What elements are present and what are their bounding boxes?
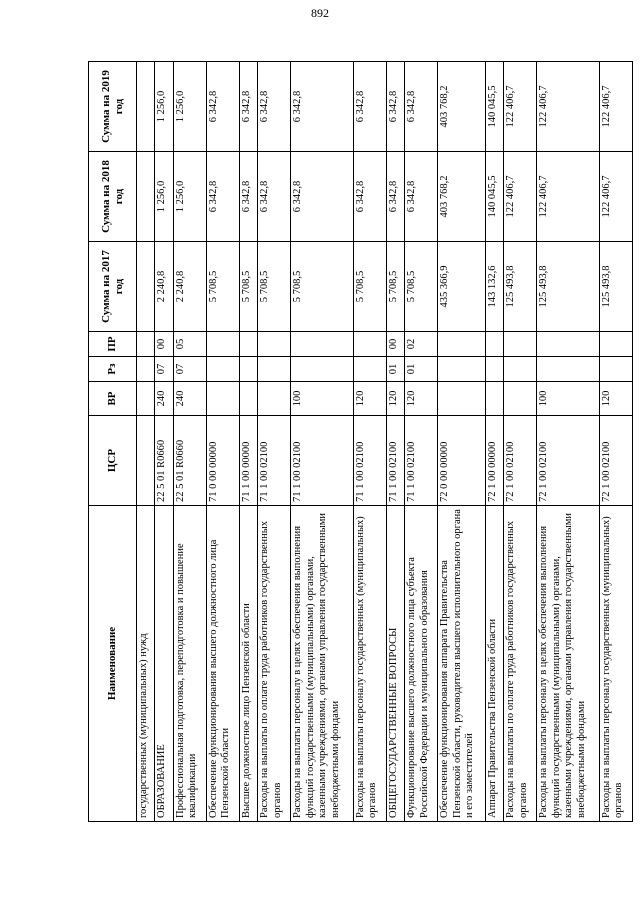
row-rz: 07	[155, 357, 173, 382]
row-vr: 100	[537, 382, 600, 416]
row-sum-2017: 125 493,8	[599, 242, 632, 332]
row-name: Аппарат Правительства Пензенской области	[485, 506, 503, 822]
row-sum-2018: 6 342,8	[258, 152, 291, 242]
row-vr: 240	[173, 382, 206, 416]
header-name: Наименование	[89, 506, 137, 822]
table-row	[599, 62, 632, 822]
row-sum-2018: 6 342,8	[206, 152, 239, 242]
row-pr: 05	[173, 332, 206, 357]
row-rz	[485, 357, 503, 382]
table-row	[206, 62, 239, 822]
row-sum-2018: 122 406,7	[504, 152, 537, 242]
table-body	[137, 62, 633, 822]
row-sum-2017: 5 708,5	[258, 242, 291, 332]
table-row	[353, 62, 386, 822]
row-sum-2019: 122 406,7	[537, 62, 600, 152]
row-csr: 22 5 01 R0660	[155, 416, 173, 506]
row-csr: 72 1 00 02100	[537, 416, 600, 506]
row-pr: 00	[386, 332, 404, 357]
row-sum-2017: 5 708,5	[405, 242, 438, 332]
row-sum-2018: 1 256,0	[155, 152, 173, 242]
row-vr	[485, 382, 503, 416]
row-name: ОБЩЕГОСУДАРСТВЕННЫЕ ВОПРОСЫ	[386, 506, 404, 822]
row-vr	[206, 382, 239, 416]
row-sum-2018	[137, 152, 155, 242]
table-row	[239, 62, 257, 822]
row-csr: 22 5 01 R0660	[173, 416, 206, 506]
row-sum-2017: 5 708,5	[206, 242, 239, 332]
header-pr: ПР	[89, 332, 137, 357]
row-name: Расходы на выплаты по оплате труда работников государственных органов	[504, 506, 537, 822]
table-row	[291, 62, 354, 822]
row-pr	[485, 332, 503, 357]
row-vr: 100	[291, 382, 354, 416]
row-sum-2019	[137, 62, 155, 152]
row-sum-2017: 125 493,8	[504, 242, 537, 332]
row-name: Обеспечение функционирования высшего должностного лица Пензенской области	[206, 506, 239, 822]
row-rz	[537, 357, 600, 382]
header-rz: Рз	[89, 357, 137, 382]
row-vr	[504, 382, 537, 416]
row-sum-2017: 2 240,8	[155, 242, 173, 332]
row-name: Расходы на выплаты персоналу в целях обеспечения выполнения функций государственными (муниципальными) органами, казенными учреждениями, органами управления государственными внебюджетными фондами	[291, 506, 354, 822]
row-sum-2017	[137, 242, 155, 332]
row-vr	[239, 382, 257, 416]
row-vr: 120	[386, 382, 404, 416]
row-pr	[239, 332, 257, 357]
row-pr	[438, 332, 486, 357]
row-name: ОБРАЗОВАНИЕ	[155, 506, 173, 822]
budget-table	[88, 61, 633, 822]
row-pr	[291, 332, 354, 357]
row-name: Расходы на выплаты персоналу в целях обеспечения выполнения функций государственными (муниципальными) органами, казенными учреждениями, органами управления государственными внебюджетными фондами	[537, 506, 600, 822]
row-pr	[537, 332, 600, 357]
table-row	[137, 62, 155, 822]
table-header-row	[89, 62, 137, 822]
row-vr: 240	[155, 382, 173, 416]
row-csr: 72 1 00 02100	[599, 416, 632, 506]
row-csr: 71 1 00 02100	[291, 416, 354, 506]
row-name: Расходы на выплаты по оплате труда работников государственных органов	[258, 506, 291, 822]
row-vr: 120	[405, 382, 438, 416]
row-sum-2017: 5 708,5	[386, 242, 404, 332]
row-csr: 72 1 00 00000	[485, 416, 503, 506]
row-pr: 02	[405, 332, 438, 357]
row-sum-2018: 6 342,8	[405, 152, 438, 242]
row-sum-2018: 140 045,5	[485, 152, 503, 242]
row-sum-2019: 6 342,8	[258, 62, 291, 152]
row-pr	[206, 332, 239, 357]
row-rz	[206, 357, 239, 382]
table-row	[173, 62, 206, 822]
row-csr: 71 1 00 00000	[239, 416, 257, 506]
row-rz: 07	[173, 357, 206, 382]
row-rz	[353, 357, 386, 382]
header-sum-2017: Сумма на 2017 год	[89, 242, 137, 332]
table-row	[438, 62, 486, 822]
row-sum-2018: 6 342,8	[291, 152, 354, 242]
row-sum-2019: 140 045,5	[485, 62, 503, 152]
row-vr: 120	[353, 382, 386, 416]
row-rz	[504, 357, 537, 382]
header-csr: ЦСР	[89, 416, 137, 506]
row-pr	[599, 332, 632, 357]
row-sum-2019: 122 406,7	[504, 62, 537, 152]
row-name: Высшее должностное лицо Пензенской области	[239, 506, 257, 822]
row-vr: 120	[599, 382, 632, 416]
table-row	[504, 62, 537, 822]
table-row	[155, 62, 173, 822]
row-sum-2017: 143 132,6	[485, 242, 503, 332]
header-sum-2018: Сумма на 2018 год	[89, 152, 137, 242]
row-pr: 00	[155, 332, 173, 357]
row-rz	[258, 357, 291, 382]
row-name: Расходы на выплаты персоналу государственных (муниципальных) органов	[599, 506, 632, 822]
row-vr	[438, 382, 486, 416]
row-name: Расходы на выплаты персоналу государственных (муниципальных) органов	[353, 506, 386, 822]
row-vr	[137, 382, 155, 416]
row-sum-2017: 435 366,9	[438, 242, 486, 332]
header-vr: ВР	[89, 382, 137, 416]
row-rz	[137, 357, 155, 382]
row-sum-2019: 6 342,8	[291, 62, 354, 152]
row-rz	[239, 357, 257, 382]
row-csr: 72 0 00 00000	[438, 416, 486, 506]
row-sum-2019: 6 342,8	[405, 62, 438, 152]
row-rz	[599, 357, 632, 382]
row-csr: 71 1 00 02100	[353, 416, 386, 506]
table-row	[537, 62, 600, 822]
table-row	[405, 62, 438, 822]
row-csr: 71 1 00 02100	[386, 416, 404, 506]
row-csr: 71 1 00 02100	[405, 416, 438, 506]
row-sum-2018: 122 406,7	[537, 152, 600, 242]
row-sum-2017: 2 240,8	[173, 242, 206, 332]
rotated-table-region	[88, 62, 633, 822]
table-row	[485, 62, 503, 822]
row-name: государственных (муниципальных) нужд	[137, 506, 155, 822]
row-csr: 72 1 00 02100	[504, 416, 537, 506]
row-rz	[291, 357, 354, 382]
row-sum-2018: 403 768,2	[438, 152, 486, 242]
row-sum-2018: 122 406,7	[599, 152, 632, 242]
row-pr	[137, 332, 155, 357]
row-sum-2017: 125 493,8	[537, 242, 600, 332]
page-number: 892	[311, 6, 329, 20]
row-sum-2017: 5 708,5	[291, 242, 354, 332]
rotated-table-container	[88, 62, 633, 822]
row-csr: 71 0 00 00000	[206, 416, 239, 506]
row-sum-2019: 1 256,0	[173, 62, 206, 152]
row-sum-2019: 6 342,8	[386, 62, 404, 152]
table-row	[258, 62, 291, 822]
row-sum-2019: 122 406,7	[599, 62, 632, 152]
row-sum-2019: 1 256,0	[155, 62, 173, 152]
row-pr	[353, 332, 386, 357]
row-sum-2019: 6 342,8	[353, 62, 386, 152]
row-sum-2019: 6 342,8	[239, 62, 257, 152]
row-rz: 01	[386, 357, 404, 382]
row-sum-2017: 5 708,5	[239, 242, 257, 332]
row-sum-2017: 5 708,5	[353, 242, 386, 332]
header-sum-2019: Сумма на 2019 год	[89, 62, 137, 152]
row-sum-2018: 6 342,8	[386, 152, 404, 242]
table-row	[386, 62, 404, 822]
row-rz: 01	[405, 357, 438, 382]
row-rz	[438, 357, 486, 382]
row-name: Функционирование высшего должностного лица субъекта Российской Федерации и муниципального образования	[405, 506, 438, 822]
row-csr	[137, 416, 155, 506]
row-name: Обеспечение функционирования аппарата Правительства Пензенской области, руководителя высшего исполнительного органа и его заместителей	[438, 506, 486, 822]
row-sum-2019: 6 342,8	[206, 62, 239, 152]
row-vr	[258, 382, 291, 416]
row-sum-2018: 1 256,0	[173, 152, 206, 242]
row-name: Профессиональная подготовка, переподготовка и повышение квалификации	[173, 506, 206, 822]
row-pr	[258, 332, 291, 357]
row-sum-2018: 6 342,8	[239, 152, 257, 242]
row-sum-2018: 6 342,8	[353, 152, 386, 242]
row-pr	[504, 332, 537, 357]
row-sum-2019: 403 768,2	[438, 62, 486, 152]
row-csr: 71 1 00 02100	[258, 416, 291, 506]
